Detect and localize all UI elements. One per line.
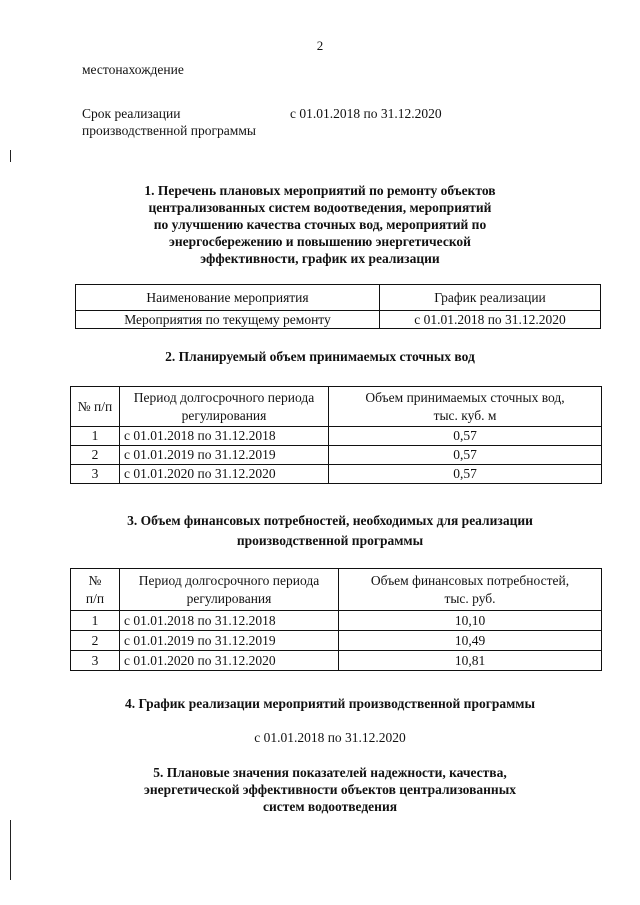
row-num: 1 bbox=[71, 427, 120, 446]
row-num: 2 bbox=[71, 446, 120, 465]
section1-title bbox=[80, 182, 560, 267]
row-period: с 01.01.2019 по 31.12.2019 bbox=[120, 446, 329, 465]
section1-title-line: эффективности, график их реализации bbox=[200, 251, 440, 266]
header-schedule: График реализации bbox=[380, 285, 601, 311]
section4-title: 4. График реализации мероприятий производственной программы bbox=[124, 696, 536, 711]
term-value: с 01.01.2018 по 31.12.2020 bbox=[290, 106, 442, 121]
row-period: с 01.01.2019 по 31.12.2019 bbox=[120, 631, 339, 651]
header-period-line1: Период долгосрочного периода bbox=[133, 389, 315, 405]
header-measure-name: Наименование мероприятия bbox=[76, 285, 380, 311]
header-period bbox=[120, 569, 339, 611]
row-period: с 01.01.2018 по 31.12.2018 bbox=[120, 427, 329, 446]
header-volume bbox=[329, 387, 602, 427]
row-period: с 01.01.2020 по 31.12.2020 bbox=[120, 465, 329, 484]
section1-title-line: централизованных систем водоотведения, мероприятий bbox=[148, 200, 492, 215]
wastewater-volume-table bbox=[70, 386, 602, 484]
measure-name-cell: Мероприятия по текущему ремонту bbox=[76, 311, 380, 329]
financial-needs-table bbox=[70, 568, 602, 671]
header-num: № п/п bbox=[71, 387, 120, 427]
section2-title: 2. Планируемый объем принимаемых сточных вод bbox=[165, 349, 475, 364]
section5-title-line: систем водоотведения bbox=[262, 799, 398, 814]
section5-title bbox=[60, 764, 600, 815]
table-row bbox=[71, 427, 602, 446]
header-num-line2: п/п bbox=[85, 590, 105, 606]
header-period-line2: регулирования bbox=[181, 407, 267, 423]
table-row bbox=[71, 446, 602, 465]
header-period-line2: регулирования bbox=[186, 590, 272, 606]
row-period: с 01.01.2018 по 31.12.2018 bbox=[120, 611, 339, 631]
header-num-line1: № bbox=[88, 572, 102, 588]
table-header-row bbox=[76, 285, 601, 311]
table-row bbox=[76, 311, 601, 329]
table-row bbox=[71, 465, 602, 484]
table-header-row bbox=[71, 569, 602, 611]
term-label-line2: производственной программы bbox=[82, 123, 256, 138]
row-financial: 10,49 bbox=[339, 631, 602, 651]
row-financial: 10,10 bbox=[339, 611, 602, 631]
table-row bbox=[71, 611, 602, 631]
header-num bbox=[71, 569, 120, 611]
scan-edge-mark bbox=[10, 150, 11, 162]
location-label: местонахождение bbox=[82, 62, 184, 77]
header-volume-line1: Объем принимаемых сточных вод, bbox=[365, 389, 565, 405]
row-volume: 0,57 bbox=[329, 446, 602, 465]
row-num: 2 bbox=[71, 631, 120, 651]
section5-title-line: энергетической эффективности объектов централизованных bbox=[143, 782, 516, 797]
row-volume: 0,57 bbox=[329, 465, 602, 484]
header-financial-line1: Объем финансовых потребностей, bbox=[370, 572, 570, 588]
section1-title-line: по улучшению качества сточных вод, мероприятий по bbox=[153, 217, 487, 232]
schedule-cell: с 01.01.2018 по 31.12.2020 bbox=[380, 311, 601, 329]
header-financial-line2: тыс. руб. bbox=[444, 590, 496, 606]
row-num: 3 bbox=[71, 651, 120, 671]
header-period bbox=[120, 387, 329, 427]
row-num: 1 bbox=[71, 611, 120, 631]
row-period: с 01.01.2020 по 31.12.2020 bbox=[120, 651, 339, 671]
header-financial bbox=[339, 569, 602, 611]
row-financial: 10,81 bbox=[339, 651, 602, 671]
term-label-line1: Срок реализации bbox=[82, 106, 181, 121]
table-header-row bbox=[71, 387, 602, 427]
section1-title-line: 1. Перечень плановых мероприятий по ремонту объектов bbox=[144, 183, 496, 198]
measures-table bbox=[75, 284, 601, 329]
header-volume-line2: тыс. куб. м bbox=[433, 407, 497, 423]
section4-value: с 01.01.2018 по 31.12.2020 bbox=[254, 730, 406, 745]
row-num: 3 bbox=[71, 465, 120, 484]
section5-title-line: 5. Плановые значения показателей надежности, качества, bbox=[153, 765, 507, 780]
section3-title-line2: производственной программы bbox=[236, 533, 424, 548]
section3-title bbox=[60, 512, 600, 549]
header-period-line1: Период долгосрочного периода bbox=[138, 572, 320, 588]
table-row bbox=[71, 631, 602, 651]
table-row bbox=[71, 651, 602, 671]
section1-title-line: энергосбережению и повышению энергетической bbox=[169, 234, 471, 249]
section3-title-line1: 3. Объем финансовых потребностей, необходимых для реализации bbox=[127, 513, 533, 528]
row-volume: 0,57 bbox=[329, 427, 602, 446]
page-number: 2 bbox=[316, 38, 324, 53]
scan-edge-mark bbox=[10, 820, 11, 880]
